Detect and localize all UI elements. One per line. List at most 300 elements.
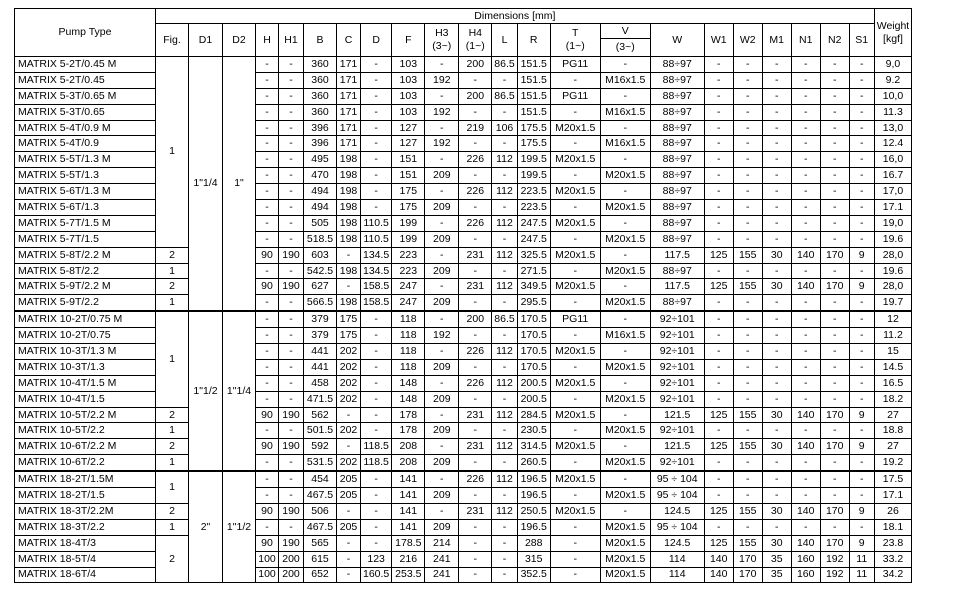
- column-header-H1: H1: [279, 24, 304, 57]
- value-cell: 134.5: [361, 247, 392, 263]
- value-cell: 88÷97: [650, 152, 704, 168]
- value-cell: 441: [304, 344, 337, 360]
- value-cell: -: [849, 519, 874, 535]
- value-cell: 88÷97: [650, 200, 704, 216]
- value-cell: -: [256, 311, 279, 327]
- value-cell: 226: [459, 375, 492, 391]
- value-cell: -: [733, 311, 762, 327]
- value-cell: -: [550, 423, 600, 439]
- value-cell: -: [279, 455, 304, 471]
- value-cell: M20x1.5: [550, 247, 600, 263]
- value-cell: 260.5: [517, 455, 550, 471]
- value-cell: 352.5: [517, 567, 550, 583]
- value-cell: -: [600, 375, 650, 391]
- value-cell: M16x1.5: [600, 328, 650, 344]
- value-cell: 231: [459, 439, 492, 455]
- value-cell: 505: [304, 215, 337, 231]
- value-cell: 190: [279, 439, 304, 455]
- value-cell: 271.5: [517, 263, 550, 279]
- value-cell: 103: [392, 57, 425, 73]
- d1-cell: 1"1/4: [189, 57, 223, 312]
- value-cell: 171: [337, 120, 361, 136]
- value-cell: 125: [704, 439, 733, 455]
- value-cell: 200.5: [517, 375, 550, 391]
- value-cell: 148: [392, 375, 425, 391]
- value-cell: -: [820, 120, 849, 136]
- value-cell: -: [361, 328, 392, 344]
- value-cell: -: [459, 567, 492, 583]
- value-cell: -: [256, 184, 279, 200]
- value-cell: -: [361, 375, 392, 391]
- value-cell: 88÷97: [650, 231, 704, 247]
- value-cell: 200: [459, 311, 492, 327]
- value-cell: -: [762, 200, 791, 216]
- value-cell: 202: [337, 455, 361, 471]
- value-cell: 27: [874, 439, 912, 455]
- value-cell: -: [762, 423, 791, 439]
- value-cell: -: [492, 104, 517, 120]
- value-cell: 16.5: [874, 375, 912, 391]
- value-cell: 241: [425, 551, 459, 567]
- pump-type-cell: MATRIX 5-9T/2.2: [15, 295, 156, 311]
- pump-type-cell: MATRIX 5-4T/0.9: [15, 136, 156, 152]
- value-cell: -: [550, 200, 600, 216]
- fig-cell: 2: [156, 535, 189, 583]
- value-cell: 141: [392, 471, 425, 487]
- pump-type-cell: MATRIX 10-5T/2.2: [15, 423, 156, 439]
- value-cell: 202: [337, 423, 361, 439]
- value-cell: 231: [459, 247, 492, 263]
- value-cell: -: [849, 423, 874, 439]
- column-header-D1: D1: [189, 24, 223, 57]
- table-row: [15, 184, 912, 200]
- value-cell: 92÷101: [650, 311, 704, 327]
- value-cell: 454: [304, 471, 337, 487]
- fig-cell: 1: [156, 471, 189, 503]
- value-cell: -: [550, 359, 600, 375]
- value-cell: 208: [392, 455, 425, 471]
- value-cell: -: [791, 120, 820, 136]
- value-cell: 627: [304, 279, 337, 295]
- value-cell: -: [820, 72, 849, 88]
- value-cell: 175: [392, 200, 425, 216]
- value-cell: M20x1.5: [600, 423, 650, 439]
- value-cell: -: [425, 344, 459, 360]
- value-cell: -: [791, 152, 820, 168]
- value-cell: -: [361, 519, 392, 535]
- table-row: [15, 88, 912, 104]
- value-cell: 566.5: [304, 295, 337, 311]
- pump-type-cell: MATRIX 18-3T/2.2: [15, 519, 156, 535]
- value-cell: 226: [459, 215, 492, 231]
- value-cell: 170: [733, 551, 762, 567]
- value-cell: 198: [337, 231, 361, 247]
- value-cell: -: [459, 136, 492, 152]
- value-cell: -: [704, 359, 733, 375]
- value-cell: 192: [425, 72, 459, 88]
- value-cell: -: [849, 295, 874, 311]
- value-cell: 92÷101: [650, 328, 704, 344]
- value-cell: 28,0: [874, 279, 912, 295]
- value-cell: M16x1.5: [600, 136, 650, 152]
- value-cell: 190: [279, 247, 304, 263]
- value-cell: 90: [256, 407, 279, 423]
- value-cell: -: [361, 120, 392, 136]
- column-header-F: F: [392, 24, 425, 57]
- value-cell: -: [820, 391, 849, 407]
- value-cell: -: [849, 328, 874, 344]
- value-cell: 140: [791, 279, 820, 295]
- value-cell: -: [820, 200, 849, 216]
- value-cell: -: [279, 215, 304, 231]
- value-cell: 495: [304, 152, 337, 168]
- value-cell: 92÷101: [650, 423, 704, 439]
- value-cell: -: [492, 295, 517, 311]
- value-cell: -: [820, 263, 849, 279]
- value-cell: -: [791, 455, 820, 471]
- value-cell: -: [256, 168, 279, 184]
- value-cell: -: [425, 247, 459, 263]
- fig-cell: 1: [156, 57, 189, 248]
- value-cell: -: [256, 391, 279, 407]
- value-cell: -: [791, 375, 820, 391]
- value-cell: -: [361, 136, 392, 152]
- value-cell: 118: [392, 328, 425, 344]
- value-cell: M20x1.5: [550, 152, 600, 168]
- value-cell: -: [459, 168, 492, 184]
- value-cell: -: [704, 471, 733, 487]
- value-cell: -: [849, 455, 874, 471]
- value-cell: -: [492, 231, 517, 247]
- value-cell: M16x1.5: [600, 72, 650, 88]
- value-cell: 12: [874, 311, 912, 327]
- column-header-H4: H4 (1~): [459, 24, 492, 57]
- fig-cell: 1: [156, 455, 189, 471]
- value-cell: -: [733, 295, 762, 311]
- pump-type-cell: MATRIX 10-4T/1.5 M: [15, 375, 156, 391]
- pump-type-cell: MATRIX 5-2T/0.45 M: [15, 57, 156, 73]
- value-cell: 118: [392, 344, 425, 360]
- value-cell: -: [600, 311, 650, 327]
- value-cell: 9: [849, 407, 874, 423]
- column-header-W: W: [650, 24, 704, 57]
- value-cell: 17,0: [874, 184, 912, 200]
- value-cell: 349.5: [517, 279, 550, 295]
- fig-cell: 1: [156, 519, 189, 535]
- value-cell: 86.5: [492, 57, 517, 73]
- pump-type-cell: MATRIX 10-2T/0.75: [15, 328, 156, 344]
- value-cell: -: [704, 104, 733, 120]
- value-cell: 226: [459, 184, 492, 200]
- value-cell: 209: [425, 263, 459, 279]
- value-cell: 92÷101: [650, 344, 704, 360]
- value-cell: -: [550, 104, 600, 120]
- value-cell: -: [425, 375, 459, 391]
- value-cell: 112: [492, 184, 517, 200]
- value-cell: 90: [256, 279, 279, 295]
- value-cell: -: [459, 488, 492, 504]
- value-cell: -: [256, 519, 279, 535]
- value-cell: 209: [425, 391, 459, 407]
- value-cell: 190: [279, 279, 304, 295]
- value-cell: -: [704, 295, 733, 311]
- value-cell: -: [337, 503, 361, 519]
- value-cell: -: [849, 311, 874, 327]
- value-cell: -: [762, 104, 791, 120]
- value-cell: -: [791, 328, 820, 344]
- value-cell: -: [279, 375, 304, 391]
- value-cell: -: [337, 247, 361, 263]
- value-cell: 18.2: [874, 391, 912, 407]
- value-cell: 16,0: [874, 152, 912, 168]
- value-cell: 151.5: [517, 88, 550, 104]
- value-cell: -: [704, 263, 733, 279]
- value-cell: 19.6: [874, 231, 912, 247]
- value-cell: 118: [392, 359, 425, 375]
- value-cell: 501.5: [304, 423, 337, 439]
- value-cell: 190: [279, 535, 304, 551]
- value-cell: 106: [492, 120, 517, 136]
- value-cell: M20x1.5: [600, 455, 650, 471]
- value-cell: M20x1.5: [550, 279, 600, 295]
- table-row: [15, 263, 912, 279]
- value-cell: -: [492, 200, 517, 216]
- value-cell: -: [550, 231, 600, 247]
- table-row: [15, 423, 912, 439]
- value-cell: 148: [392, 391, 425, 407]
- value-cell: 112: [492, 247, 517, 263]
- value-cell: -: [550, 488, 600, 504]
- value-cell: -: [425, 215, 459, 231]
- value-cell: 494: [304, 184, 337, 200]
- value-cell: 151: [392, 168, 425, 184]
- fig-cell: 2: [156, 407, 189, 423]
- value-cell: -: [279, 57, 304, 73]
- value-cell: -: [337, 567, 361, 583]
- value-cell: 315: [517, 551, 550, 567]
- value-cell: -: [600, 439, 650, 455]
- value-cell: -: [820, 311, 849, 327]
- value-cell: -: [279, 519, 304, 535]
- column-header-N1: N1: [791, 24, 820, 57]
- value-cell: 396: [304, 120, 337, 136]
- value-cell: 226: [459, 152, 492, 168]
- value-cell: -: [492, 551, 517, 567]
- value-cell: 123: [361, 551, 392, 567]
- value-cell: 171: [337, 136, 361, 152]
- value-cell: -: [279, 488, 304, 504]
- value-cell: -: [704, 311, 733, 327]
- value-cell: -: [361, 488, 392, 504]
- value-cell: 205: [337, 471, 361, 487]
- value-cell: -: [600, 120, 650, 136]
- value-cell: 175: [392, 184, 425, 200]
- value-cell: 198: [337, 215, 361, 231]
- value-cell: -: [279, 344, 304, 360]
- value-cell: 223.5: [517, 184, 550, 200]
- value-cell: -: [600, 503, 650, 519]
- value-cell: 88÷97: [650, 295, 704, 311]
- pump-type-cell: MATRIX 10-5T/2.2 M: [15, 407, 156, 423]
- value-cell: 175.5: [517, 120, 550, 136]
- value-cell: 241: [425, 567, 459, 583]
- value-cell: -: [791, 231, 820, 247]
- value-cell: -: [279, 88, 304, 104]
- value-cell: -: [550, 136, 600, 152]
- value-cell: 192: [425, 104, 459, 120]
- value-cell: -: [762, 168, 791, 184]
- value-cell: -: [600, 407, 650, 423]
- value-cell: 170.5: [517, 359, 550, 375]
- value-cell: 170: [820, 535, 849, 551]
- pump-type-cell: MATRIX 5-9T/2.2 M: [15, 279, 156, 295]
- value-cell: -: [733, 359, 762, 375]
- value-cell: -: [820, 215, 849, 231]
- value-cell: 171: [337, 88, 361, 104]
- value-cell: -: [361, 72, 392, 88]
- value-cell: -: [733, 375, 762, 391]
- value-cell: -: [820, 168, 849, 184]
- value-cell: -: [704, 488, 733, 504]
- value-cell: 19.7: [874, 295, 912, 311]
- value-cell: -: [256, 152, 279, 168]
- value-cell: 170.5: [517, 344, 550, 360]
- pump-type-cell: MATRIX 18-6T/4: [15, 567, 156, 583]
- table-row: [15, 535, 912, 551]
- value-cell: -: [492, 391, 517, 407]
- table-row: [15, 231, 912, 247]
- value-cell: -: [704, 215, 733, 231]
- value-cell: -: [820, 519, 849, 535]
- value-cell: 205: [337, 519, 361, 535]
- value-cell: 467.5: [304, 488, 337, 504]
- value-cell: 209: [425, 423, 459, 439]
- value-cell: 103: [392, 88, 425, 104]
- value-cell: 518.5: [304, 231, 337, 247]
- table-row: [15, 200, 912, 216]
- value-cell: -: [550, 263, 600, 279]
- table-row: [15, 407, 912, 423]
- value-cell: 88÷97: [650, 263, 704, 279]
- value-cell: 151.5: [517, 104, 550, 120]
- value-cell: 112: [492, 375, 517, 391]
- pump-type-cell: MATRIX 18-2T/1.5M: [15, 471, 156, 487]
- value-cell: -: [820, 136, 849, 152]
- value-cell: 112: [492, 471, 517, 487]
- value-cell: 247.5: [517, 231, 550, 247]
- value-cell: 199: [392, 215, 425, 231]
- value-cell: -: [459, 231, 492, 247]
- value-cell: -: [459, 359, 492, 375]
- value-cell: -: [791, 391, 820, 407]
- value-cell: M20x1.5: [550, 120, 600, 136]
- pump-type-cell: MATRIX 10-6T/2.2 M: [15, 439, 156, 455]
- value-cell: -: [762, 344, 791, 360]
- column-header-W1: W1: [704, 24, 733, 57]
- value-cell: -: [459, 263, 492, 279]
- value-cell: M20x1.5: [550, 471, 600, 487]
- value-cell: -: [279, 423, 304, 439]
- value-cell: -: [704, 200, 733, 216]
- value-cell: -: [704, 344, 733, 360]
- value-cell: 121.5: [650, 407, 704, 423]
- value-cell: -: [279, 391, 304, 407]
- value-cell: 19,0: [874, 215, 912, 231]
- value-cell: -: [256, 88, 279, 104]
- column-header-R: R: [517, 24, 550, 57]
- value-cell: -: [733, 104, 762, 120]
- value-cell: 360: [304, 57, 337, 73]
- value-cell: M20x1.5: [600, 263, 650, 279]
- table-row: [15, 488, 912, 504]
- fig-cell: 1: [156, 295, 189, 311]
- value-cell: -: [704, 120, 733, 136]
- value-cell: -: [459, 72, 492, 88]
- value-cell: PG11: [550, 88, 600, 104]
- value-cell: -: [791, 311, 820, 327]
- fig-cell: 2: [156, 503, 189, 519]
- value-cell: -: [492, 168, 517, 184]
- value-cell: -: [849, 488, 874, 504]
- value-cell: -: [733, 519, 762, 535]
- value-cell: -: [256, 344, 279, 360]
- value-cell: 200.5: [517, 391, 550, 407]
- column-header-M1: M1: [762, 24, 791, 57]
- value-cell: 314.5: [517, 439, 550, 455]
- value-cell: -: [459, 519, 492, 535]
- value-cell: 175: [337, 311, 361, 327]
- value-cell: 170: [820, 279, 849, 295]
- value-cell: -: [425, 503, 459, 519]
- value-cell: -: [550, 455, 600, 471]
- table-row: [15, 311, 912, 327]
- value-cell: 231: [459, 407, 492, 423]
- value-cell: -: [256, 328, 279, 344]
- value-cell: 92÷101: [650, 391, 704, 407]
- value-cell: -: [459, 423, 492, 439]
- value-cell: M20x1.5: [550, 184, 600, 200]
- value-cell: -: [600, 88, 650, 104]
- value-cell: 160: [791, 551, 820, 567]
- value-cell: -: [791, 423, 820, 439]
- value-cell: 284.5: [517, 407, 550, 423]
- value-cell: 199: [392, 231, 425, 247]
- pump-type-cell: MATRIX 18-3T/2.2M: [15, 503, 156, 519]
- value-cell: 11: [849, 567, 874, 583]
- column-header-H3: H3 (3~): [425, 24, 459, 57]
- value-cell: -: [279, 263, 304, 279]
- value-cell: -: [704, 231, 733, 247]
- value-cell: -: [361, 152, 392, 168]
- value-cell: -: [492, 359, 517, 375]
- value-cell: 178: [392, 423, 425, 439]
- table-row: [15, 359, 912, 375]
- value-cell: -: [361, 200, 392, 216]
- value-cell: 26: [874, 503, 912, 519]
- value-cell: 178.5: [392, 535, 425, 551]
- value-cell: -: [849, 88, 874, 104]
- pump-type-cell: MATRIX 5-6T/1.3: [15, 200, 156, 216]
- column-header-B: B: [304, 24, 337, 57]
- value-cell: 223.5: [517, 200, 550, 216]
- value-cell: 209: [425, 488, 459, 504]
- value-cell: -: [337, 551, 361, 567]
- value-cell: -: [550, 328, 600, 344]
- value-cell: 171: [337, 104, 361, 120]
- value-cell: 114: [650, 567, 704, 583]
- value-cell: 19.2: [874, 455, 912, 471]
- value-cell: -: [791, 471, 820, 487]
